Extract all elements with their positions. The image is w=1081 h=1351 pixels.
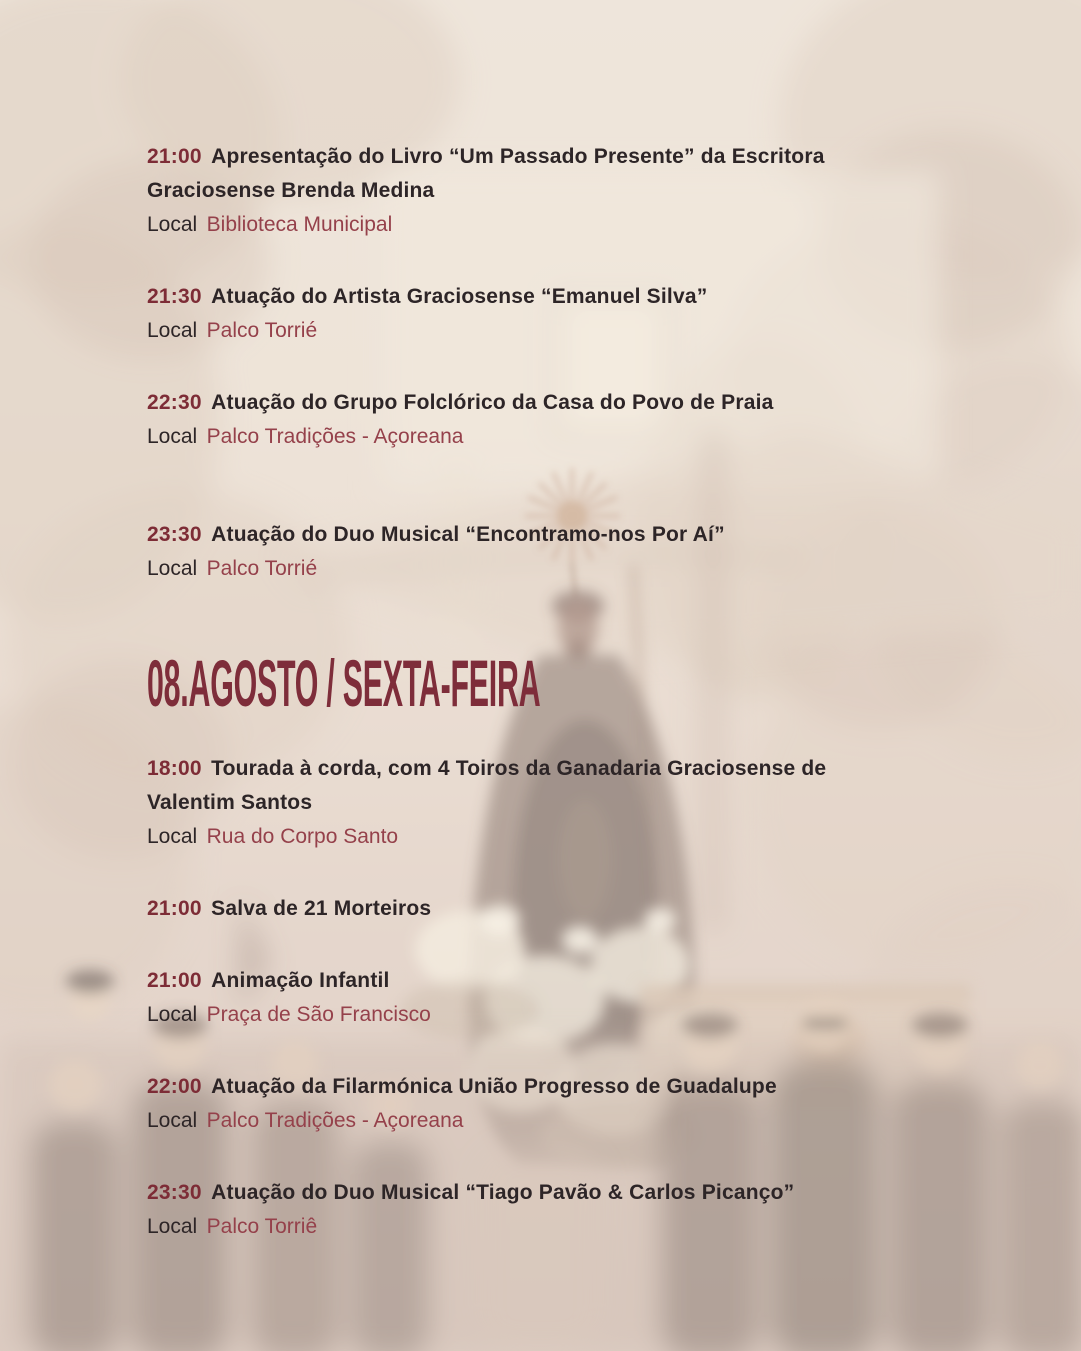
local-label: Local xyxy=(147,319,198,342)
event-time: 23:30 xyxy=(147,523,202,546)
day-heading: 08.AGOSTO / SEXTA-FEIRA xyxy=(147,646,541,720)
event-time: 21:00 xyxy=(147,145,202,168)
local-label: Local xyxy=(147,213,198,236)
event-time: 21:00 xyxy=(147,969,202,992)
event-title: Atuação do Duo Musical “Tiago Pavão & Carlos Picanço” xyxy=(211,1181,795,1204)
event-local-row xyxy=(147,552,887,586)
event-title: Apresentação do Livro “Um Passado Presente” da Escritora Graciosense Brenda Medina xyxy=(147,145,825,202)
event-row xyxy=(147,140,887,242)
event-time: 22:00 xyxy=(147,1075,202,1098)
event-local-row xyxy=(147,1210,887,1244)
day-section xyxy=(147,646,941,1244)
local-label: Local xyxy=(147,557,198,580)
event-location: Palco Tradições - Açoreana xyxy=(206,1109,464,1132)
event-title-line xyxy=(147,280,887,314)
event-time: 21:30 xyxy=(147,285,202,308)
event-title: Atuação do Duo Musical “Encontramo-nos Por Aí” xyxy=(211,523,725,546)
event-location: Palco Torrié xyxy=(206,319,318,342)
event-title-line xyxy=(147,140,887,208)
event-title: Atuação da Filarmónica União Progresso de Guadalupe xyxy=(211,1075,777,1098)
local-label: Local xyxy=(147,1109,198,1132)
event-local-row xyxy=(147,998,887,1032)
event-title: Animação Infantil xyxy=(211,969,390,992)
event-time: 23:30 xyxy=(147,1181,202,1204)
event-list xyxy=(147,752,941,1244)
event-title-line xyxy=(147,386,887,420)
event-local-row xyxy=(147,1104,887,1138)
event-row xyxy=(147,386,887,454)
event-local-row xyxy=(147,314,887,348)
day-section xyxy=(147,140,941,586)
event-local-row xyxy=(147,420,887,454)
local-label: Local xyxy=(147,1003,198,1026)
event-row xyxy=(147,1176,887,1244)
event-row xyxy=(147,964,887,1032)
event-location: Palco Torriê xyxy=(206,1215,318,1238)
event-local-row xyxy=(147,208,887,242)
local-label: Local xyxy=(147,425,198,448)
event-title: Salva de 21 Morteiros xyxy=(211,897,432,920)
event-location: Rua do Corpo Santo xyxy=(206,825,399,848)
event-row xyxy=(147,892,887,926)
event-list xyxy=(147,140,941,586)
event-row xyxy=(147,1070,887,1138)
event-location: Palco Torrié xyxy=(206,557,318,580)
event-time: 21:00 xyxy=(147,897,202,920)
event-row xyxy=(147,518,887,586)
event-title-line xyxy=(147,892,887,926)
local-label: Local xyxy=(147,825,198,848)
event-title-line xyxy=(147,1070,887,1104)
event-row xyxy=(147,752,887,854)
event-title: Atuação do Artista Graciosense “Emanuel Silva” xyxy=(211,285,708,308)
event-local-row xyxy=(147,820,887,854)
event-title-line xyxy=(147,1176,887,1210)
local-label: Local xyxy=(147,1215,198,1238)
event-title-line xyxy=(147,964,887,998)
event-location: Biblioteca Municipal xyxy=(206,213,393,236)
event-row xyxy=(147,280,887,348)
event-title-line xyxy=(147,752,887,820)
event-title-line xyxy=(147,518,887,552)
event-location: Palco Tradições - Açoreana xyxy=(206,425,464,448)
event-title: Tourada à corda, com 4 Toiros da Ganadaria Graciosense de Valentim Santos xyxy=(147,757,827,814)
event-time: 22:30 xyxy=(147,391,202,414)
event-time: 18:00 xyxy=(147,757,202,780)
event-title: Atuação do Grupo Folclórico da Casa do Povo de Praia xyxy=(211,391,774,414)
event-location: Praça de São Francisco xyxy=(206,1003,431,1026)
